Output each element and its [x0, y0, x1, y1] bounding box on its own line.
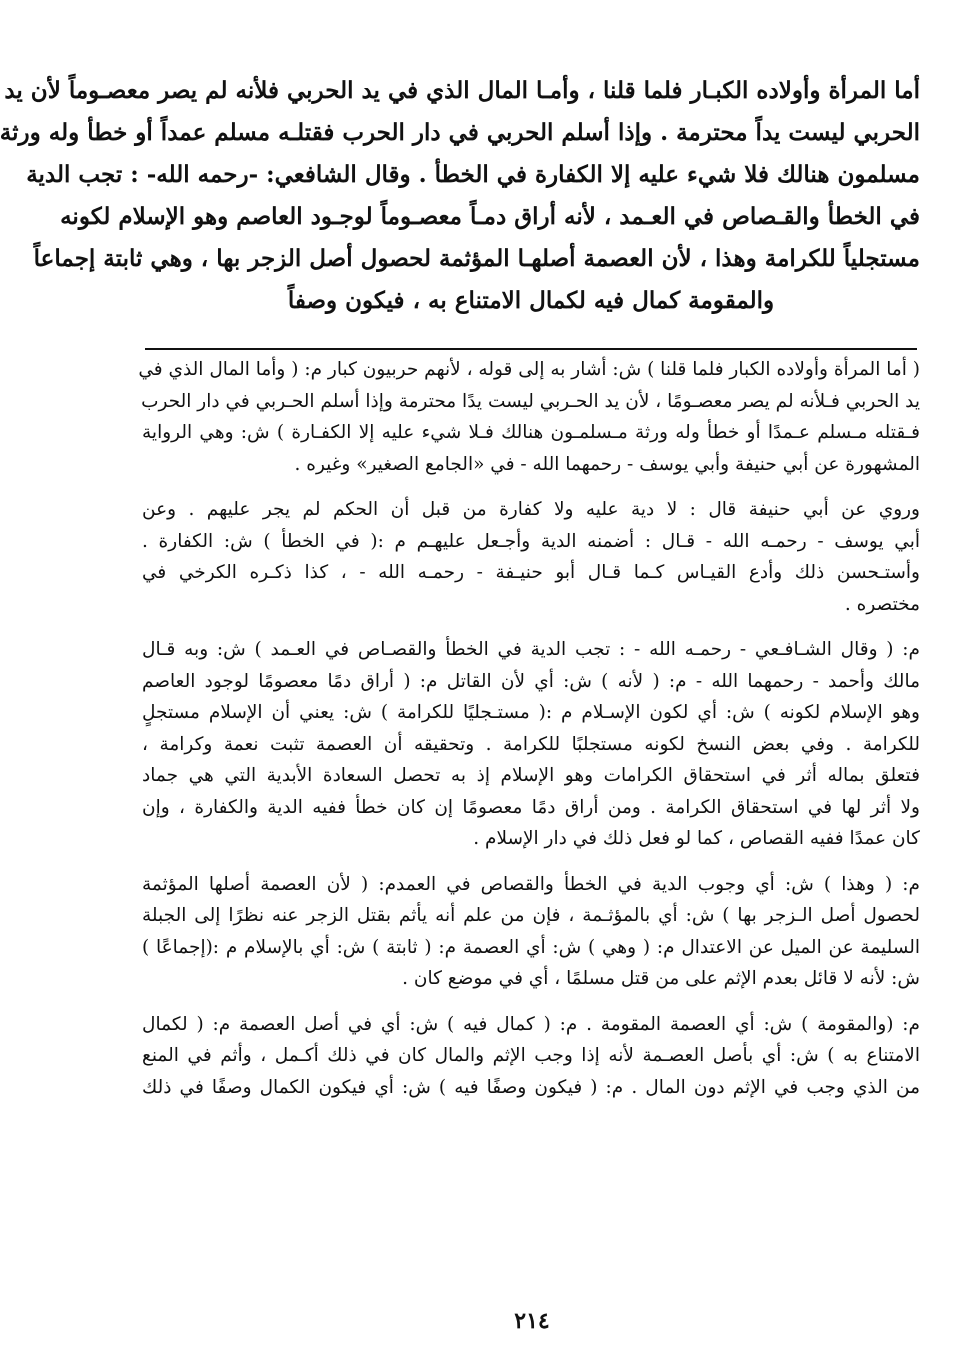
main-text-line: مسلمون هنالك فلا شيء عليه إلا الكفارة في الخطأ . وقال الشافعي: -رحمه الله- : تجب الدية	[26, 161, 920, 188]
commentary-line: ( أما المرأة وأولاده الكبار فلما قلنا ) ش: أشار به إلى قوله ، لأنهم حربيون كبار م: ( وأما المال الذي في	[138, 359, 920, 380]
commentary-line: م: ( وقال الشـافـعي - رحمـه الله - : تجب الدية في الخطأ والقصـاص في العـمد ) ش: وبه قـال	[142, 639, 920, 660]
commentary-line: مالك وأحمد - رحمهما الله - م: ( لأنه ) ش: أي لأن القاتل م: ( أراق دمًا معصومًا لوجود العاصم	[142, 670, 920, 692]
main-text-line: الحربي ليست يداً محترمة . وإذا أسلم الحربي في دار الحرب فقتلـه مسلم عمداً أو خطأ وله ورثة	[0, 119, 920, 146]
commentary-line: ش: لأنه لا قائل بعدم الإثم على من قتل مسلمًا ، أي في موضع كان .	[402, 968, 920, 989]
commentary-block	[138, 354, 920, 1117]
commentary-paragraph	[142, 1009, 920, 1104]
commentary-line: م: ( وهذا ) ش: أي وجوب الدية في الخطأ والقصاص في العمدم: ( لأن العصمة أصلها المؤثمة	[142, 873, 920, 895]
commentary-line: فتعلق بماله أثر في استحقاق الكرامات وهو الإسلام إذ به تحصل السعادة الأبدية التي هي جماد	[142, 765, 920, 786]
commentary-line: من الذي وجب في الإثم دون المال . م: ( فيكون وصفًا فيه ) ش: أي فيكون الكمال وصفًا في ذلك	[142, 1076, 920, 1098]
commentary-line: يد الحربي فـلأنه لم يصر معصـومًا ، لأن يد الحـربي ليست يدًا محترمة وإذا أسلم الحـربي في دار الحرب	[141, 390, 920, 412]
commentary-line: م: (والمقومة ) ش: أي العصمة المقومة . م: ( كمال فيه ) ش: أي في أصل العصمة م: ( لكمال	[142, 1013, 920, 1035]
page-number: ٢١٤	[514, 1308, 550, 1334]
commentary-line: كان عمدًا ففيه القصاص ، كما لو فعل ذلك في دار الإسلام .	[473, 828, 920, 849]
commentary-line: فـقتله مـسلم عـمدًا أو خطأ وله ورثة مـسلمـون هنالك فـلا شيء عليه إلا الكفـارة ) ش: وهي الرواية	[142, 422, 920, 443]
main-text-block	[0, 70, 920, 322]
commentary-line: وروي عن أبي حنيفة قال : لا دية عليه ولا كفارة من قبل أن الحكم لم يجر عليهم . وعن	[142, 499, 920, 520]
commentary-line: وهو الإسلام لكونه ) ش: أي لكون الإسـلام م :( مستـجليًا للكرامة ) ش: يعني أن الإسلام مستجلٍ	[142, 702, 920, 723]
commentary-line: أبي يوسف - رحمـه الله - قـال : أضمنه الدية وأجـعل عليهـم م :( في الخطأ ) ش: الكفارة .	[142, 530, 920, 552]
main-text-line: والمقومة كمال فيه لكمال الامتناع به ، فيكون وصفاً	[287, 287, 775, 314]
commentary-line: مختصره .	[844, 593, 920, 615]
section-divider	[145, 348, 917, 350]
main-text-line: أما المرأة وأولاده الكبـار فلما قلنا ، وأمـا المال الذي في يد الحربي فلأنه لم يصر معصـوماً لأن يد	[4, 77, 920, 104]
commentary-line: السليمة عن الميل عن الاعتدال م: ( وهي ) ش: أي العصمة م: ( ثابتة ) ش: أي بالإسلام م :(إجماعًا )	[142, 936, 920, 958]
main-text-line: مستجلياً للكرامة وهذا ، لأن العصمة أصلهـا المؤثمة لحصول أصل الزجر بها ، وهي ثابتة إجماعاً	[33, 245, 920, 272]
commentary-paragraph	[142, 869, 920, 995]
commentary-line: للكرامة . وفي بعض النسخ لكونه مستجلبًا للكرامة . وتحقيقه أن العصمة تثبت نعمة وكرامة ،	[142, 733, 920, 755]
commentary-line: الامتناع به ) ش: أي بأصل العصـمة لأنه إذا وجب الإثم والمال كان في ذلك أكـمل ، وأثم في المنع	[142, 1045, 920, 1066]
commentary-line: وأستـحسن ذلك وأدع القيـاس كـما قـال أبو حنيـفة - رحمـه الله - ، كذا ذكـره الكرخي في	[142, 562, 920, 583]
commentary-line: لحصول أصل الـزجر بها ) ش: أي بالمؤثـمة ، فإن من علم أنه يأثم بقتل الزجر عنه نظرًا إلى الجبلة	[142, 905, 920, 926]
main-text-line: في الخطأ والقـصاص في العـمد ، لأنه أراق دمـاً معصـوماً لوجـود العاصم وهو الإسلام لكونه	[60, 203, 920, 230]
commentary-paragraph	[142, 494, 920, 620]
commentary-paragraph	[142, 634, 920, 855]
commentary-line: ولا أثر لها في استحقاق الكرامة . ومن أراق دمًا معصومًا إن كان خطأ ففيه الدية والكفارة ، وإن	[142, 796, 920, 818]
commentary-paragraph	[138, 354, 920, 480]
commentary-line: المشهورة عن أبي حنيفة وأبي يوسف - رحمهما الله - في «الجامع الصغير» وغيره .	[294, 453, 920, 475]
